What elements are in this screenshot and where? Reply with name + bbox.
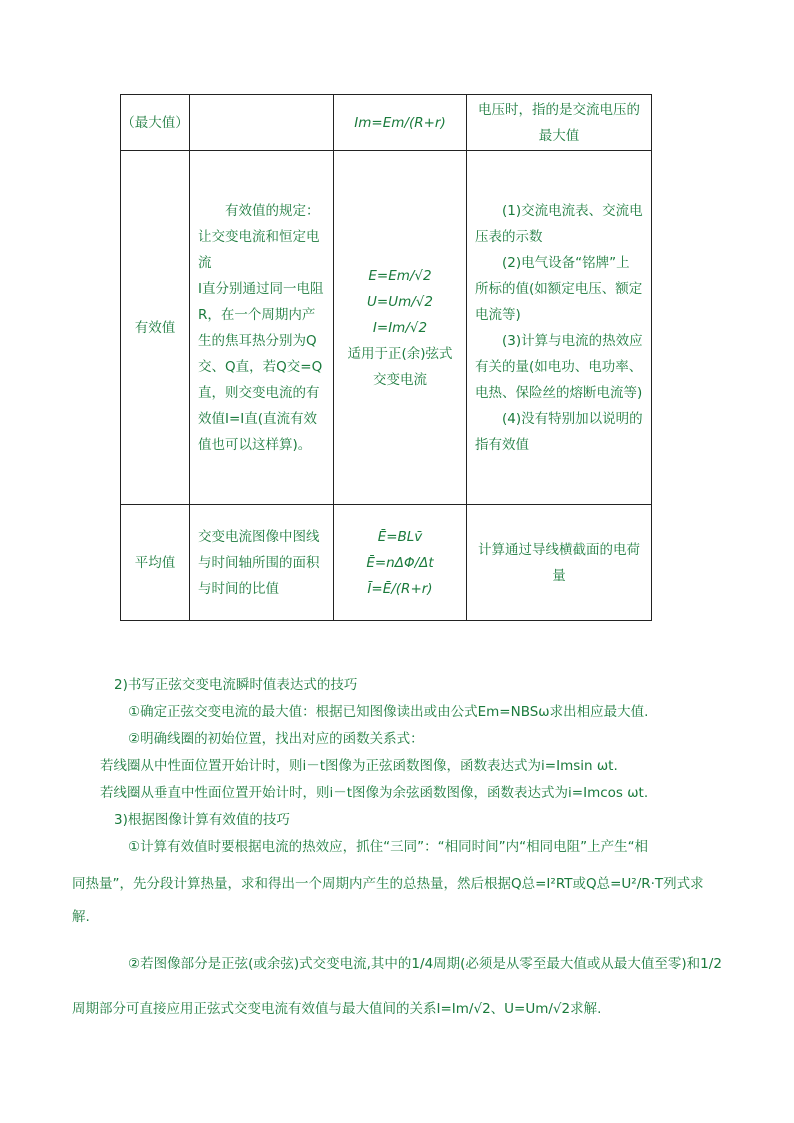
- row-label: （最大值）: [121, 114, 189, 131]
- max-formula: Im=Em/(R+r): [354, 114, 446, 131]
- formula-line: I=Im/√2: [372, 319, 428, 336]
- usage-item: (4)没有特别加以说明的指有效值: [475, 410, 643, 453]
- effective-definition-cell: [190, 151, 334, 505]
- row-header-effective: [121, 151, 190, 505]
- formula-line: Ē=BLv̄: [377, 528, 423, 545]
- table-row: [121, 505, 652, 621]
- paragraph: ②若图像部分是正弦(或余弦)式交变电流,其中的1/4周期(必须是从零至最大值或从最大值至零)和1/2: [128, 956, 722, 972]
- effective-usage-cell: [467, 151, 652, 505]
- table-row: [121, 95, 652, 151]
- usage-item: (1)交流电流表、交流电压表的示数: [475, 202, 643, 245]
- row-label: 平均值: [134, 554, 176, 571]
- definition-text: 交变电流图像中图线与时间轴所围的面积与时间的比值: [198, 528, 320, 597]
- paragraph: 若线圈从垂直中性面位置开始计时，则i－t图像为余弦函数图像，函数表达式为i=Imcos ωt.: [100, 785, 649, 801]
- usage-text: 计算通过导线横截面的电荷量: [478, 541, 640, 584]
- paragraph: 同热量”，先分段计算热量，求和得出一个周期内产生的总热量，然后根据Q总=I²RT或Q总=U²/R·T列式求: [72, 876, 704, 892]
- paragraph: ①确定正弦交变电流的最大值：根据已知图像读出或由公式Em=NBSω求出相应最大值.: [128, 704, 649, 720]
- usage-item: (3)计算与电流的热效应有关的量(如电功、电功率、电热、保险丝的熔断电流等): [475, 332, 643, 401]
- paragraph: ①计算有效值时要根据电流的热效应，抓住“三同”：“相同时间”内“相同电阻”上产生“相: [128, 839, 649, 855]
- usage-text: 电压时，指的是交流电压的最大值: [478, 101, 640, 144]
- section-title: 2)书写正弦交变电流瞬时值表达式的技巧: [114, 677, 358, 693]
- row-header-max: [121, 95, 190, 151]
- average-definition-cell: [190, 505, 334, 621]
- max-usage-cell: [467, 95, 652, 151]
- paragraph: ②明确线圈的初始位置，找出对应的函数关系式：: [128, 731, 424, 747]
- row-header-average: [121, 505, 190, 621]
- definition-line: 让交变电流和恒定电流: [198, 228, 320, 271]
- effective-formula-cell: [334, 151, 467, 505]
- max-formula-cell: [334, 95, 467, 151]
- usage-item: (2)电气设备“铭牌”上所标的值(如额定电压、额定电流等): [475, 254, 643, 323]
- formula-line: E=Em/√2: [368, 267, 432, 284]
- definition-line: 有效值的规定：: [225, 202, 320, 219]
- formula-line: U=Um/√2: [367, 293, 433, 310]
- average-formula-cell: [334, 505, 467, 621]
- paragraph: 解.: [72, 909, 90, 925]
- formula-note: 适用于正(余)弦式交变电流: [347, 345, 453, 388]
- average-usage-cell: [467, 505, 652, 621]
- paragraph: 周期部分可直接应用正弦式交变电流有效值与最大值间的关系I=Im/√2、U=Um/√2求解.: [72, 1001, 602, 1017]
- formula-line: Ē=nΔΦ/Δt: [366, 554, 434, 571]
- formula-line: Ī=Ē/(R+r): [367, 580, 433, 597]
- table-row: [121, 151, 652, 505]
- empty-cell: [190, 95, 334, 151]
- section-title: 3)根据图像计算有效值的技巧: [114, 812, 290, 828]
- section-2: [72, 672, 732, 1023]
- row-label: 有效值: [134, 319, 176, 336]
- definition-line: I直分别通过同一电阻R，在一个周期内产生的焦耳热分别为Q交、Q直，若Q交=Q直，则交变电流的有效值I=I直(直流有效值也可以这样算)。: [198, 280, 324, 453]
- comparison-table: [120, 94, 652, 621]
- paragraph: 若线圈从中性面位置开始计时，则i－t图像为正弦函数图像，函数表达式为i=Imsin ωt.: [100, 758, 618, 774]
